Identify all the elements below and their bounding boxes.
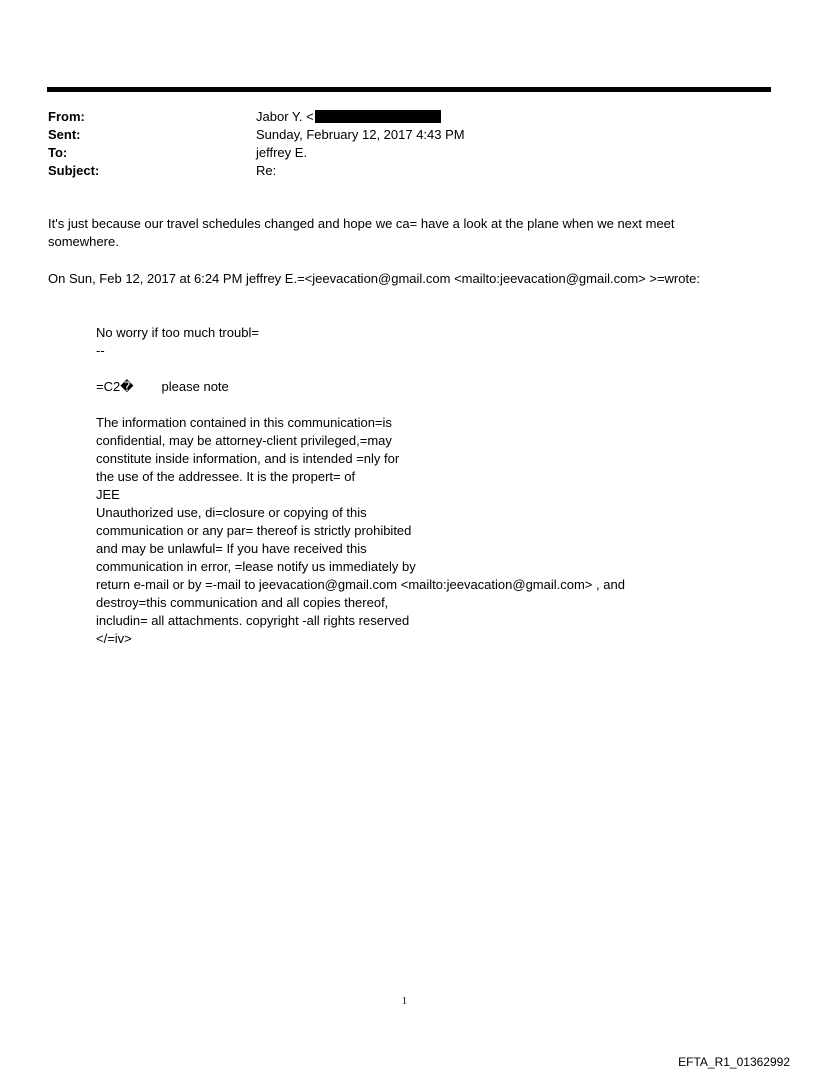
- disclaimer-line: includin= all attachments. copyright -all rights reserved: [96, 613, 410, 628]
- disclaimer-line: communication in error, =lease notify us immediately by: [96, 559, 416, 574]
- body-line-1: It's just because our travel schedules changed and hope we ca= have a look at the plane when we next meet: [48, 216, 675, 231]
- disclaimer-line: JEE: [96, 487, 120, 502]
- disclaimer-line: destroy=this communication and all copies thereof,: [96, 595, 389, 610]
- quote-attribution: On Sun, Feb 12, 2017 at 6:24 PM jeffrey E.=<jeevacation@gmail.com <mailto:jeevacation@gmail.com> >=wrote:: [48, 271, 700, 286]
- note-text: please note: [161, 379, 229, 394]
- email-header: [48, 108, 748, 180]
- sent-row: [48, 126, 748, 144]
- note-prefix: =C2�: [96, 379, 134, 394]
- to-row: [48, 144, 748, 162]
- to-value: jeffrey E.: [256, 145, 308, 160]
- quoted-message: [96, 324, 776, 648]
- subject-value: Re:: [256, 163, 277, 178]
- body-line-2: somewhere.: [48, 234, 119, 249]
- disclaimer-line: return e-mail or by =-mail to jeevacation@gmail.com <mailto:jeevacation@gmail.com> , and: [96, 577, 625, 592]
- redaction-block: [315, 110, 441, 123]
- from-row: [48, 108, 748, 126]
- page-number: 1: [402, 996, 407, 1007]
- disclaimer-line: Unauthorized use, di=closure or copying of this: [96, 505, 367, 520]
- document-id: EFTA_R1_01362992: [678, 1055, 790, 1069]
- disclaimer-line: communication or any par= thereof is strictly prohibited: [96, 523, 412, 538]
- message-body: [48, 215, 768, 251]
- from-value: [256, 108, 441, 126]
- sent-label: Sent:: [48, 127, 81, 142]
- header-rule: [47, 87, 771, 92]
- quote-line-1: No worry if too much troubl=: [96, 325, 259, 340]
- subject-label: Subject:: [48, 163, 100, 178]
- quote-line-2: --: [96, 343, 105, 358]
- to-label: To:: [48, 145, 68, 160]
- spacer: [96, 396, 776, 414]
- sent-value: Sunday, February 12, 2017 4:43 PM: [256, 127, 465, 142]
- note-line: [96, 378, 776, 396]
- disclaimer-line: The information contained in this communication=is: [96, 415, 392, 430]
- subject-row: [48, 162, 748, 180]
- disclaimer-line: </=iv>: [96, 631, 132, 646]
- disclaimer-line: constitute inside information, and is intended =nly for: [96, 451, 400, 466]
- from-name: Jabor Y. <: [256, 109, 314, 124]
- disclaimer-line: the use of the addressee. It is the propert= of: [96, 469, 356, 484]
- spacer: [96, 360, 776, 378]
- from-label: From:: [48, 109, 85, 124]
- disclaimer-line: confidential, may be attorney-client privileged,=may: [96, 433, 392, 448]
- disclaimer-line: and may be unlawful= If you have received this: [96, 541, 367, 556]
